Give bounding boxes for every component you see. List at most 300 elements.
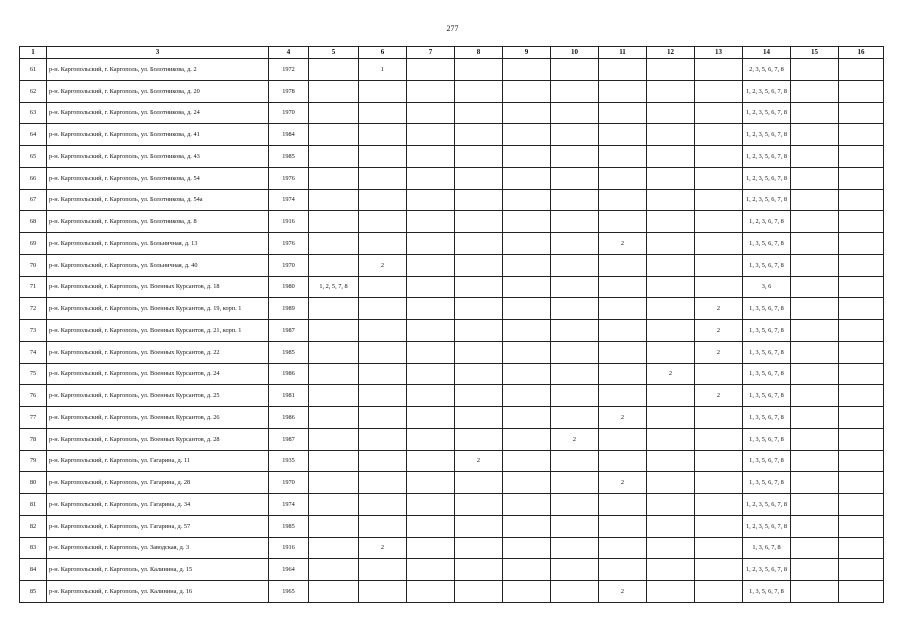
table-cell xyxy=(647,211,695,233)
table-cell xyxy=(407,167,455,189)
year-cell: 1976 xyxy=(269,233,309,255)
table-cell xyxy=(455,276,503,298)
year-cell: 1985 xyxy=(269,515,309,537)
row-number-cell: 76 xyxy=(20,385,47,407)
table-cell xyxy=(839,450,884,472)
table-row xyxy=(20,298,884,320)
table-cell xyxy=(503,276,551,298)
table-cell xyxy=(647,494,695,516)
table-cell xyxy=(407,146,455,168)
table-cell xyxy=(359,385,407,407)
column-header: 3 xyxy=(47,47,269,59)
table-cell xyxy=(839,189,884,211)
table-cell xyxy=(839,320,884,342)
address-cell: р-н. Каргопольский, г. Каргополь, ул. Гагарина, д. 34 xyxy=(47,494,269,516)
year-cell: 1972 xyxy=(269,59,309,81)
table-cell xyxy=(503,515,551,537)
table-cell xyxy=(503,450,551,472)
row-number-cell: 74 xyxy=(20,341,47,363)
table-cell xyxy=(647,80,695,102)
table-cell xyxy=(551,189,599,211)
table-cell xyxy=(839,581,884,603)
table-cell xyxy=(455,407,503,429)
table-cell xyxy=(407,407,455,429)
row-number-cell: 75 xyxy=(20,363,47,385)
table-row xyxy=(20,276,884,298)
table-cell: 1, 2, 3, 5, 6, 7, 8 xyxy=(743,559,791,581)
table-cell xyxy=(695,450,743,472)
year-cell: 1980 xyxy=(269,276,309,298)
table-cell xyxy=(503,407,551,429)
table-cell xyxy=(551,298,599,320)
year-cell: 1984 xyxy=(269,124,309,146)
table-cell: 1, 3, 5, 6, 7, 8 xyxy=(743,341,791,363)
table-cell xyxy=(599,341,647,363)
table-cell xyxy=(791,450,839,472)
table-cell: 1, 2, 3, 5, 6, 7, 8 xyxy=(743,102,791,124)
year-cell: 1974 xyxy=(269,494,309,516)
address-cell: р-н. Каргопольский, г. Каргополь, ул. Военных Курсантов, д. 28 xyxy=(47,428,269,450)
row-number-cell: 68 xyxy=(20,211,47,233)
table-cell xyxy=(695,537,743,559)
address-cell: р-н. Каргопольский, г. Каргополь, ул. Болотникова, д. 8 xyxy=(47,211,269,233)
table-cell xyxy=(695,515,743,537)
table-cell xyxy=(839,472,884,494)
table-cell xyxy=(695,80,743,102)
table-cell xyxy=(647,407,695,429)
table-cell xyxy=(309,515,359,537)
row-number-cell: 83 xyxy=(20,537,47,559)
column-header: 7 xyxy=(407,47,455,59)
table-cell xyxy=(407,559,455,581)
table-cell xyxy=(407,341,455,363)
table-cell xyxy=(551,559,599,581)
table-cell xyxy=(359,515,407,537)
table-header-row xyxy=(20,47,884,59)
address-cell: р-н. Каргопольский, г. Каргополь, ул. Больничная, д. 40 xyxy=(47,254,269,276)
table-cell xyxy=(791,341,839,363)
table-cell xyxy=(359,233,407,255)
year-cell: 1985 xyxy=(269,146,309,168)
table-cell xyxy=(599,59,647,81)
table-cell xyxy=(647,276,695,298)
table-body xyxy=(20,59,884,603)
table-cell xyxy=(455,254,503,276)
year-cell: 1985 xyxy=(269,341,309,363)
table-cell xyxy=(551,407,599,429)
table-cell xyxy=(599,298,647,320)
table-cell xyxy=(839,233,884,255)
table-cell: 1, 3, 5, 6, 7, 8 xyxy=(743,233,791,255)
table-cell xyxy=(599,537,647,559)
table-cell xyxy=(695,363,743,385)
table-cell xyxy=(309,537,359,559)
table-cell: 1, 3, 5, 6, 7, 8 xyxy=(743,581,791,603)
table-cell xyxy=(551,167,599,189)
table-cell: 1, 2, 3, 5, 6, 7, 8 xyxy=(743,515,791,537)
table-cell xyxy=(359,298,407,320)
table-cell xyxy=(309,428,359,450)
table-cell xyxy=(839,385,884,407)
table-cell xyxy=(407,581,455,603)
table-cell xyxy=(599,320,647,342)
table-cell xyxy=(359,80,407,102)
table-cell xyxy=(551,146,599,168)
table-cell xyxy=(309,298,359,320)
table-cell: 1, 2, 3, 5, 6, 7, 8 xyxy=(743,494,791,516)
table-cell xyxy=(309,124,359,146)
table-cell xyxy=(407,428,455,450)
table-row xyxy=(20,233,884,255)
table-cell xyxy=(599,254,647,276)
address-cell: р-н. Каргопольский, г. Каргополь, ул. Гагарина, д. 11 xyxy=(47,450,269,472)
address-cell: р-н. Каргопольский, г. Каргополь, ул. Военных Курсантов, д. 22 xyxy=(47,341,269,363)
year-cell: 1978 xyxy=(269,80,309,102)
table-cell xyxy=(359,320,407,342)
table-cell xyxy=(647,581,695,603)
address-cell: р-н. Каргопольский, г. Каргополь, ул. Болотникова, д. 2 xyxy=(47,59,269,81)
table-cell xyxy=(599,167,647,189)
table-cell xyxy=(551,124,599,146)
table-cell xyxy=(503,559,551,581)
table-row xyxy=(20,494,884,516)
table-cell xyxy=(599,80,647,102)
table-cell xyxy=(455,385,503,407)
table-row xyxy=(20,189,884,211)
table-cell xyxy=(791,59,839,81)
table-cell: 2 xyxy=(695,320,743,342)
table-cell: 1, 3, 5, 6, 7, 8 xyxy=(743,472,791,494)
table-cell xyxy=(551,341,599,363)
table-cell xyxy=(455,167,503,189)
address-cell: р-н. Каргопольский, г. Каргополь, ул. Калинина, д. 15 xyxy=(47,559,269,581)
table-cell xyxy=(309,363,359,385)
row-number-cell: 65 xyxy=(20,146,47,168)
table-cell xyxy=(455,472,503,494)
table-cell xyxy=(695,146,743,168)
table-cell xyxy=(503,102,551,124)
table-cell xyxy=(839,341,884,363)
table-cell xyxy=(455,59,503,81)
table-cell xyxy=(503,537,551,559)
table-cell xyxy=(503,320,551,342)
table-row xyxy=(20,450,884,472)
table-cell xyxy=(695,407,743,429)
row-number-cell: 77 xyxy=(20,407,47,429)
table-cell xyxy=(791,428,839,450)
row-number-cell: 71 xyxy=(20,276,47,298)
table-cell: 2 xyxy=(599,581,647,603)
row-number-cell: 80 xyxy=(20,472,47,494)
table-cell xyxy=(455,298,503,320)
table-row xyxy=(20,472,884,494)
column-header: 8 xyxy=(455,47,503,59)
table-cell xyxy=(407,211,455,233)
table-cell xyxy=(839,59,884,81)
year-cell: 1916 xyxy=(269,211,309,233)
table-cell xyxy=(309,341,359,363)
table-cell: 1, 3, 5, 6, 7, 8 xyxy=(743,254,791,276)
table-cell xyxy=(503,167,551,189)
table-cell xyxy=(309,189,359,211)
table-cell xyxy=(551,515,599,537)
table-row xyxy=(20,59,884,81)
table-cell xyxy=(791,80,839,102)
table-cell xyxy=(407,59,455,81)
table-cell xyxy=(455,211,503,233)
table-cell xyxy=(407,189,455,211)
table-cell xyxy=(551,385,599,407)
address-cell: р-н. Каргопольский, г. Каргополь, ул. Гагарина, д. 28 xyxy=(47,472,269,494)
table-cell xyxy=(839,80,884,102)
table-cell xyxy=(551,363,599,385)
table-cell xyxy=(551,276,599,298)
address-cell: р-н. Каргопольский, г. Каргополь, ул. Военных Курсантов, д. 24 xyxy=(47,363,269,385)
year-cell: 1989 xyxy=(269,298,309,320)
table-cell xyxy=(551,581,599,603)
table-row xyxy=(20,254,884,276)
table-cell xyxy=(359,189,407,211)
table-cell xyxy=(455,515,503,537)
table-cell xyxy=(647,385,695,407)
table-cell xyxy=(359,581,407,603)
table-cell xyxy=(309,80,359,102)
table-cell xyxy=(455,146,503,168)
table-cell xyxy=(839,407,884,429)
table-cell xyxy=(839,146,884,168)
table-cell xyxy=(407,450,455,472)
table-cell xyxy=(455,102,503,124)
year-cell: 1964 xyxy=(269,559,309,581)
table-cell xyxy=(647,450,695,472)
row-number-cell: 69 xyxy=(20,233,47,255)
table-cell xyxy=(309,167,359,189)
table-cell xyxy=(407,254,455,276)
table-cell xyxy=(839,211,884,233)
table-row xyxy=(20,102,884,124)
table-cell xyxy=(359,167,407,189)
year-cell: 1935 xyxy=(269,450,309,472)
table-cell xyxy=(647,341,695,363)
table-cell xyxy=(407,276,455,298)
table-cell xyxy=(839,254,884,276)
table-cell xyxy=(309,559,359,581)
table-cell xyxy=(599,494,647,516)
table-cell xyxy=(503,254,551,276)
table-cell xyxy=(695,581,743,603)
table-cell: 1, 3, 5, 6, 7, 8 xyxy=(743,450,791,472)
table-cell xyxy=(309,102,359,124)
table-cell xyxy=(695,233,743,255)
table-cell: 1, 2, 3, 5, 6, 7, 8 xyxy=(743,124,791,146)
table-row xyxy=(20,146,884,168)
table-cell xyxy=(791,320,839,342)
table-row xyxy=(20,407,884,429)
address-cell: р-н. Каргопольский, г. Каргополь, ул. Военных Курсантов, д. 19, корп. 1 xyxy=(47,298,269,320)
table-cell xyxy=(503,80,551,102)
address-cell: р-н. Каргопольский, г. Каргополь, ул. Заводская, д. 3 xyxy=(47,537,269,559)
table-cell xyxy=(359,559,407,581)
row-number-cell: 79 xyxy=(20,450,47,472)
table-cell xyxy=(503,341,551,363)
row-number-cell: 66 xyxy=(20,167,47,189)
table-cell xyxy=(503,124,551,146)
column-header: 5 xyxy=(309,47,359,59)
table-cell xyxy=(791,146,839,168)
table-cell xyxy=(599,450,647,472)
table-cell xyxy=(551,102,599,124)
table-cell xyxy=(455,494,503,516)
table-cell: 1, 3, 5, 6, 7, 8 xyxy=(743,363,791,385)
column-header: 12 xyxy=(647,47,695,59)
table-cell: 2 xyxy=(695,385,743,407)
table-cell xyxy=(647,233,695,255)
table-row xyxy=(20,320,884,342)
table-cell xyxy=(407,233,455,255)
address-cell: р-н. Каргопольский, г. Каргополь, ул. Болотникова, д. 20 xyxy=(47,80,269,102)
table-cell xyxy=(455,428,503,450)
column-header: 15 xyxy=(791,47,839,59)
table-cell xyxy=(647,472,695,494)
table-cell: 2 xyxy=(359,254,407,276)
table-cell xyxy=(309,407,359,429)
table-cell xyxy=(455,341,503,363)
table-cell xyxy=(695,428,743,450)
table-cell xyxy=(407,385,455,407)
table-cell: 1 xyxy=(359,59,407,81)
table-cell xyxy=(695,211,743,233)
table-cell xyxy=(503,385,551,407)
address-cell: р-н. Каргопольский, г. Каргополь, ул. Военных Курсантов, д. 25 xyxy=(47,385,269,407)
row-number-cell: 64 xyxy=(20,124,47,146)
table-cell xyxy=(309,254,359,276)
table-row xyxy=(20,559,884,581)
address-cell: р-н. Каргопольский, г. Каргополь, ул. Болотникова, д. 41 xyxy=(47,124,269,146)
table-cell xyxy=(407,298,455,320)
address-cell: р-н. Каргопольский, г. Каргополь, ул. Военных Курсантов, д. 26 xyxy=(47,407,269,429)
row-number-cell: 63 xyxy=(20,102,47,124)
table-cell xyxy=(647,537,695,559)
table-cell xyxy=(599,559,647,581)
table-cell xyxy=(647,146,695,168)
table-cell xyxy=(695,494,743,516)
column-header: 6 xyxy=(359,47,407,59)
table-cell xyxy=(599,211,647,233)
table-cell xyxy=(551,80,599,102)
row-number-cell: 73 xyxy=(20,320,47,342)
table-cell xyxy=(407,537,455,559)
table-cell xyxy=(551,472,599,494)
table-cell: 2, 3, 5, 6, 7, 8 xyxy=(743,59,791,81)
table-cell xyxy=(503,428,551,450)
table-cell xyxy=(359,146,407,168)
table-cell xyxy=(839,102,884,124)
table-cell xyxy=(839,494,884,516)
table-cell xyxy=(455,363,503,385)
table-cell xyxy=(791,233,839,255)
row-number-cell: 61 xyxy=(20,59,47,81)
table-cell xyxy=(455,581,503,603)
table-cell xyxy=(503,211,551,233)
table-cell xyxy=(359,407,407,429)
year-cell: 1974 xyxy=(269,189,309,211)
table-cell xyxy=(791,515,839,537)
table-cell xyxy=(309,494,359,516)
table-cell xyxy=(791,102,839,124)
table-cell xyxy=(647,124,695,146)
row-number-cell: 62 xyxy=(20,80,47,102)
row-number-cell: 82 xyxy=(20,515,47,537)
table-cell xyxy=(791,494,839,516)
table-cell: 1, 3, 5, 6, 7, 8 xyxy=(743,385,791,407)
table-row xyxy=(20,363,884,385)
table-cell xyxy=(407,363,455,385)
table-cell xyxy=(647,59,695,81)
table-cell xyxy=(791,472,839,494)
table-cell xyxy=(599,102,647,124)
table-cell xyxy=(309,320,359,342)
table-cell: 2 xyxy=(647,363,695,385)
table-cell xyxy=(309,146,359,168)
column-header: 4 xyxy=(269,47,309,59)
table-cell xyxy=(647,559,695,581)
page-number: 277 xyxy=(446,24,459,33)
table-cell: 2 xyxy=(695,298,743,320)
year-cell: 1987 xyxy=(269,320,309,342)
table-cell: 3, 6 xyxy=(743,276,791,298)
table-cell xyxy=(647,102,695,124)
table-cell xyxy=(503,472,551,494)
table-cell xyxy=(647,320,695,342)
table-cell: 1, 2, 3, 5, 6, 7, 8 xyxy=(743,189,791,211)
row-number-cell: 72 xyxy=(20,298,47,320)
table-cell xyxy=(407,124,455,146)
table-cell xyxy=(695,276,743,298)
table-cell xyxy=(503,581,551,603)
table-cell: 1, 3, 5, 6, 7, 8 xyxy=(743,428,791,450)
row-number-cell: 78 xyxy=(20,428,47,450)
table-cell xyxy=(359,450,407,472)
table-cell xyxy=(503,146,551,168)
table-cell: 2 xyxy=(599,233,647,255)
table-cell: 2 xyxy=(455,450,503,472)
row-number-cell: 70 xyxy=(20,254,47,276)
table-cell xyxy=(791,276,839,298)
table-cell xyxy=(455,537,503,559)
year-cell: 1970 xyxy=(269,102,309,124)
table-row xyxy=(20,80,884,102)
table-cell xyxy=(647,428,695,450)
table-cell xyxy=(791,581,839,603)
table-row xyxy=(20,385,884,407)
table-cell xyxy=(647,189,695,211)
year-cell: 1976 xyxy=(269,167,309,189)
address-cell: р-н. Каргопольский, г. Каргополь, ул. Калинина, д. 16 xyxy=(47,581,269,603)
table-cell xyxy=(309,59,359,81)
table-cell: 2 xyxy=(599,472,647,494)
table-cell xyxy=(455,559,503,581)
table-cell: 1, 2, 5, 7, 8 xyxy=(309,276,359,298)
table-cell xyxy=(839,428,884,450)
table-cell xyxy=(599,276,647,298)
year-cell: 1981 xyxy=(269,385,309,407)
table-cell xyxy=(359,211,407,233)
table-cell: 1, 3, 5, 6, 7, 8 xyxy=(743,320,791,342)
table-cell xyxy=(407,472,455,494)
table-cell xyxy=(359,363,407,385)
address-cell: р-н. Каргопольский, г. Каргополь, ул. Больничная, д. 13 xyxy=(47,233,269,255)
table-cell xyxy=(839,167,884,189)
